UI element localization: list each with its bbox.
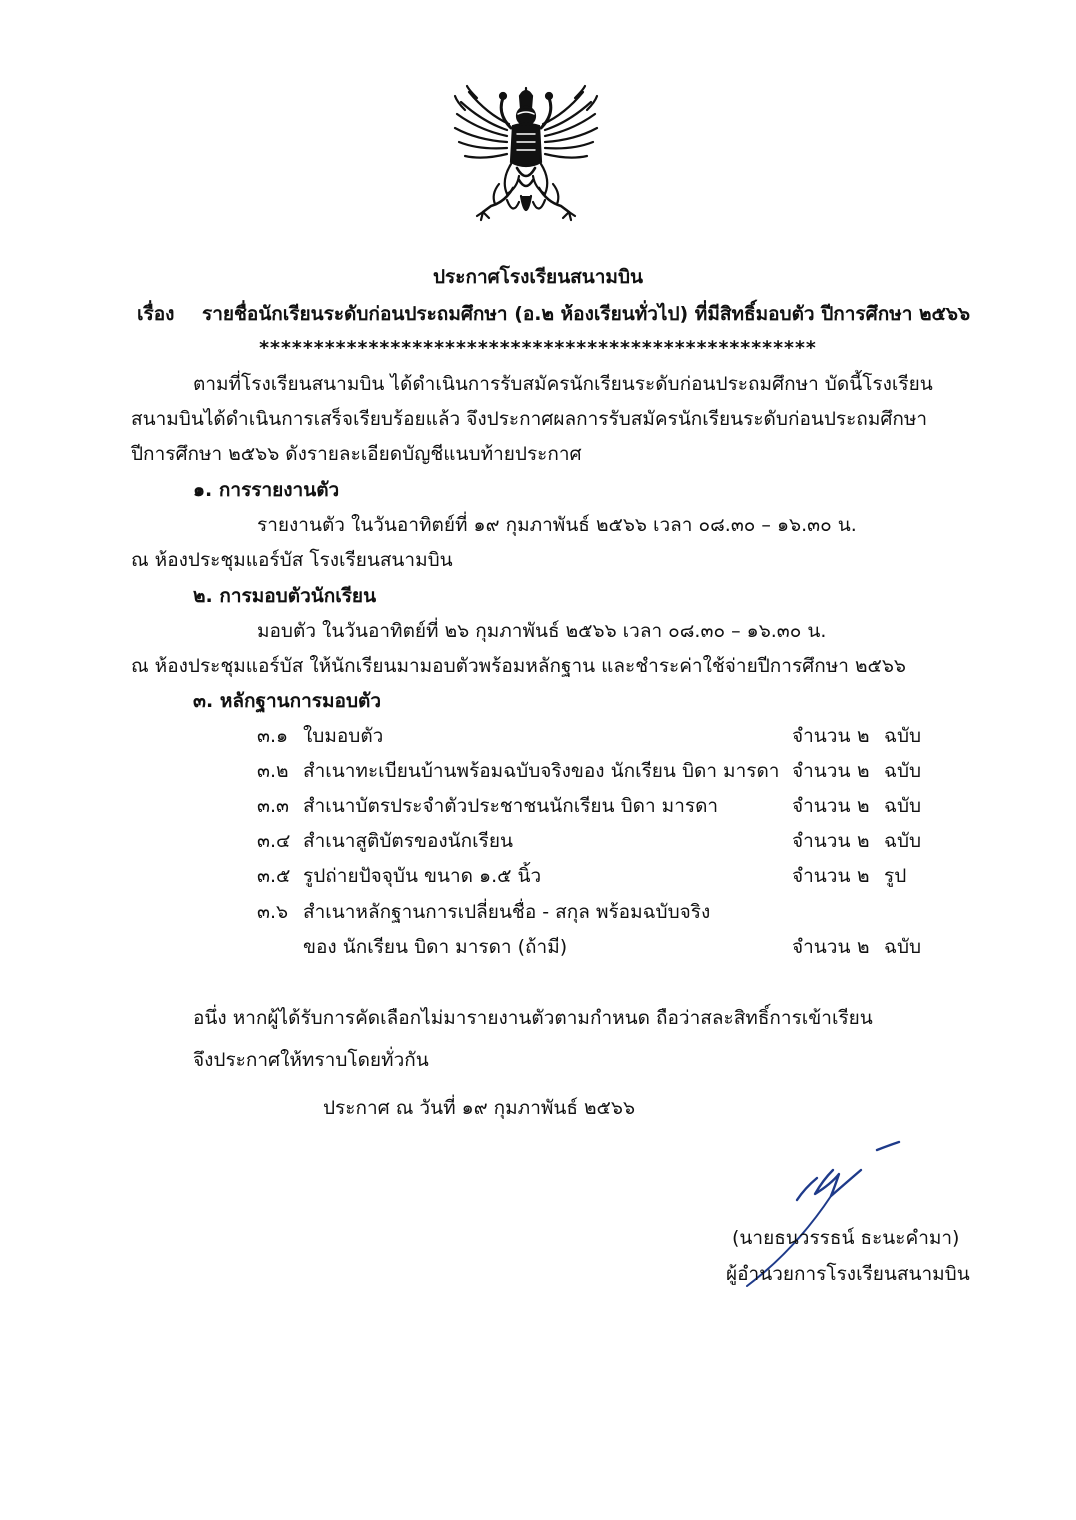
section-1-line-2: ณ ห้องประชุมแอร์บัส โรงเรียนสนามบิน [131, 549, 453, 571]
closing-note: อนึ่ง หากผู้ได้รับการคัดเลือกไม่มารายงานตัวตามกำหนด ถือว่าสละสิทธิ์การเข้าเรียน [193, 1007, 873, 1029]
list-item-unit: รูป [884, 865, 907, 887]
list-item-number: ๓.๒ [257, 760, 289, 782]
list-item-qty-label: จำนวน [792, 795, 851, 817]
list-item-unit: ฉบับ [884, 830, 922, 852]
list-item-text: สำเนาหลักฐานการเปลี่ยนชื่อ - สกุล พร้อมฉบับจริง [303, 901, 711, 923]
list-item-qty-label: จำนวน [792, 760, 851, 782]
intro-line-3: ปีการศึกษา ๒๕๖๖ ดังรายละเอียดบัญชีแนบท้ายประกาศ [131, 443, 582, 465]
list-item-qty-label: จำนวน [792, 865, 851, 887]
list-item-number: ๓.๓ [257, 795, 290, 817]
separator-line: *************************************************** [259, 337, 817, 359]
list-item-text: รูปถ่ายปัจจุบัน ขนาด ๑.๕ นิ้ว [303, 865, 542, 887]
list-item-unit: ฉบับ [884, 795, 922, 817]
list-item-qty: ๒ [857, 936, 870, 958]
list-item-unit: ฉบับ [884, 936, 922, 958]
intro-line-2: สนามบินได้ดำเนินการเสร็จเรียบร้อยแล้ว จึงประกาศผลการรับสมัครนักเรียนระดับก่อนประถมศึกษา [131, 408, 928, 430]
list-item-qty: ๒ [857, 795, 870, 817]
list-item-qty-label: จำนวน [792, 936, 851, 958]
list-item-number: ๓.๑ [257, 725, 289, 747]
list-item-qty: ๒ [857, 760, 870, 782]
section-1-heading: ๑. การรายงานตัว [193, 479, 340, 501]
garuda-emblem-icon [447, 84, 605, 234]
list-item-number: ๓.๕ [257, 865, 291, 887]
list-item-number: ๓.๖ [257, 901, 289, 923]
list-item-number: ๓.๔ [257, 830, 291, 852]
intro-line-1: ตามที่โรงเรียนสนามบิน ได้ดำเนินการรับสมัครนักเรียนระดับก่อนประถมศึกษา บัดนี้โรงเรียน [193, 373, 933, 395]
list-item-text: สำเนาบัตรประจำตัวประชาชนนักเรียน บิดา มารดา [303, 795, 719, 817]
subject-text: รายชื่อนักเรียนระดับก่อนประถมศึกษา (อ.๒ ห้องเรียนทั่วไป) ที่มีสิทธิ์มอบตัว ปีการศึกษา ๒๕๖๖ [202, 303, 971, 325]
section-2-heading: ๒. การมอบตัวนักเรียน [193, 585, 377, 607]
section-3-heading: ๓. หลักฐานการมอบตัว [193, 690, 382, 712]
section-1-line-1: รายงานตัว ในวันอาทิตย์ที่ ๑๙ กุมภาพันธ์ ๒๕๖๖ เวลา ๐๘.๓๐ – ๑๖.๓๐ น. [257, 514, 857, 536]
list-item-text-continued: ของ นักเรียน บิดา มารดา (ถ้ามี) [303, 936, 568, 958]
page-title: ประกาศโรงเรียนสนามบิน [432, 266, 644, 288]
list-item-qty: ๒ [857, 865, 870, 887]
subject-label: เรื่อง [137, 303, 175, 325]
list-item-qty-label: จำนวน [792, 830, 851, 852]
list-item-text: สำเนาสูติบัตรของนักเรียน [303, 830, 513, 852]
list-item-qty-label: จำนวน [792, 725, 851, 747]
list-item-qty: ๒ [857, 725, 870, 747]
signatory-name: (นายธนวรรธน์ ธะนะคำมา) [732, 1227, 960, 1249]
list-item-unit: ฉบับ [884, 725, 922, 747]
signatory-position: ผู้อำนวยการโรงเรียนสนามบิน [726, 1263, 970, 1285]
list-item-qty: ๒ [857, 830, 870, 852]
list-item-unit: ฉบับ [884, 760, 922, 782]
closing-announce: จึงประกาศให้ทราบโดยทั่วกัน [193, 1049, 429, 1071]
section-2-line-1: มอบตัว ในวันอาทิตย์ที่ ๒๖ กุมภาพันธ์ ๒๕๖๖ เวลา ๐๘.๓๐ – ๑๖.๓๐ น. [257, 620, 827, 642]
announcement-date: ประกาศ ณ วันที่ ๑๙ กุมภาพันธ์ ๒๕๖๖ [323, 1097, 636, 1119]
list-item-text: ใบมอบตัว [303, 725, 384, 747]
list-item-text: สำเนาทะเบียนบ้านพร้อมฉบับจริงของ นักเรียน บิดา มารดา [303, 760, 780, 782]
section-2-line-2: ณ ห้องประชุมแอร์บัส ให้นักเรียนมามอบตัวพร้อมหลักฐาน และชำระค่าใช้จ่ายปีการศึกษา ๒๕๖๖ [131, 655, 906, 677]
